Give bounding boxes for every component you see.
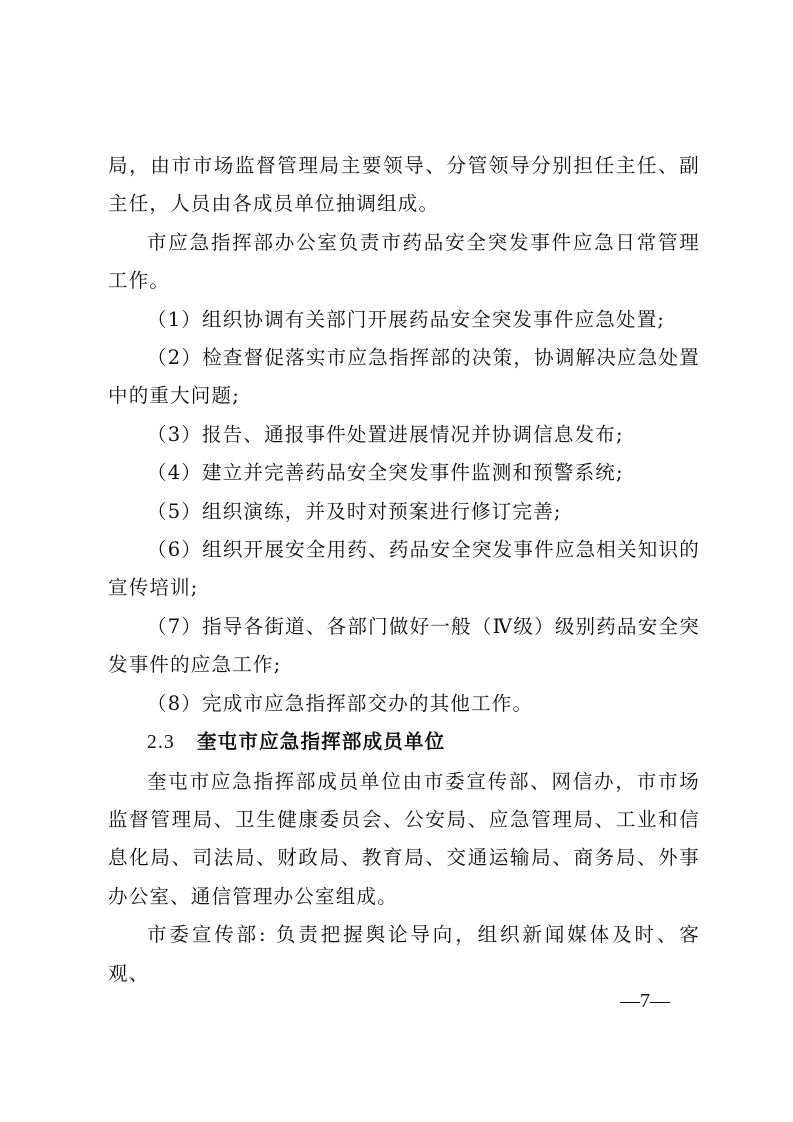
paragraph: 市委宣传部: 负责把握舆论导向，组织新闻媒体及时、客观、 <box>108 923 700 985</box>
paragraph: 奎屯市应急指挥部成员单位由市委宣传部、网信办，市市场监督管理局、卫生健康委员会、公安局、应急管理局、工业和信息化局、司法局、财政局、教育局、交通运输局、商务局、外事办公室、通信管理办公室组成。 <box>108 769 700 908</box>
list-item: （1）组织协调有关部门开展药品安全突发事件应急处置; <box>147 307 666 331</box>
list-item: （5）组织演练，并及时对预案进行修订完善; <box>147 499 562 523</box>
list-item: （7）指导各街道、各部门做好一般（Ⅳ级）级别药品安全突发事件的应急工作; <box>108 614 700 677</box>
list-item: （3）报告、通报事件处置进展情况并协调信息发布; <box>147 422 624 446</box>
section-number: 2.3 <box>147 732 175 754</box>
page-number: —7— <box>620 990 670 1012</box>
section-heading <box>108 723 700 762</box>
list-item: （8）完成市应急指挥部交办的其他工作。 <box>147 691 534 715</box>
list-item: （6）组织开展安全用药、药品安全突发事件应急相关知识的宣传培训; <box>108 538 700 600</box>
paragraph: 局，由市市场监督管理局主要领导、分管领导分别担任主任、副主任，人员由各成员单位抽调组成。 <box>108 154 700 216</box>
list-item: （4）建立并完善药品安全突发事件监测和预警系统; <box>147 461 624 485</box>
body-text <box>108 147 700 993</box>
paragraph: 市应急指挥部办公室负责市药品安全突发事件应急日常管理工作。 <box>108 230 700 293</box>
list-item: （2）检查督促落实市应急指挥部的决策，协调解决应急处置中的重大问题; <box>108 346 700 408</box>
section-title: 奎屯市应急指挥部成员单位 <box>196 730 446 754</box>
